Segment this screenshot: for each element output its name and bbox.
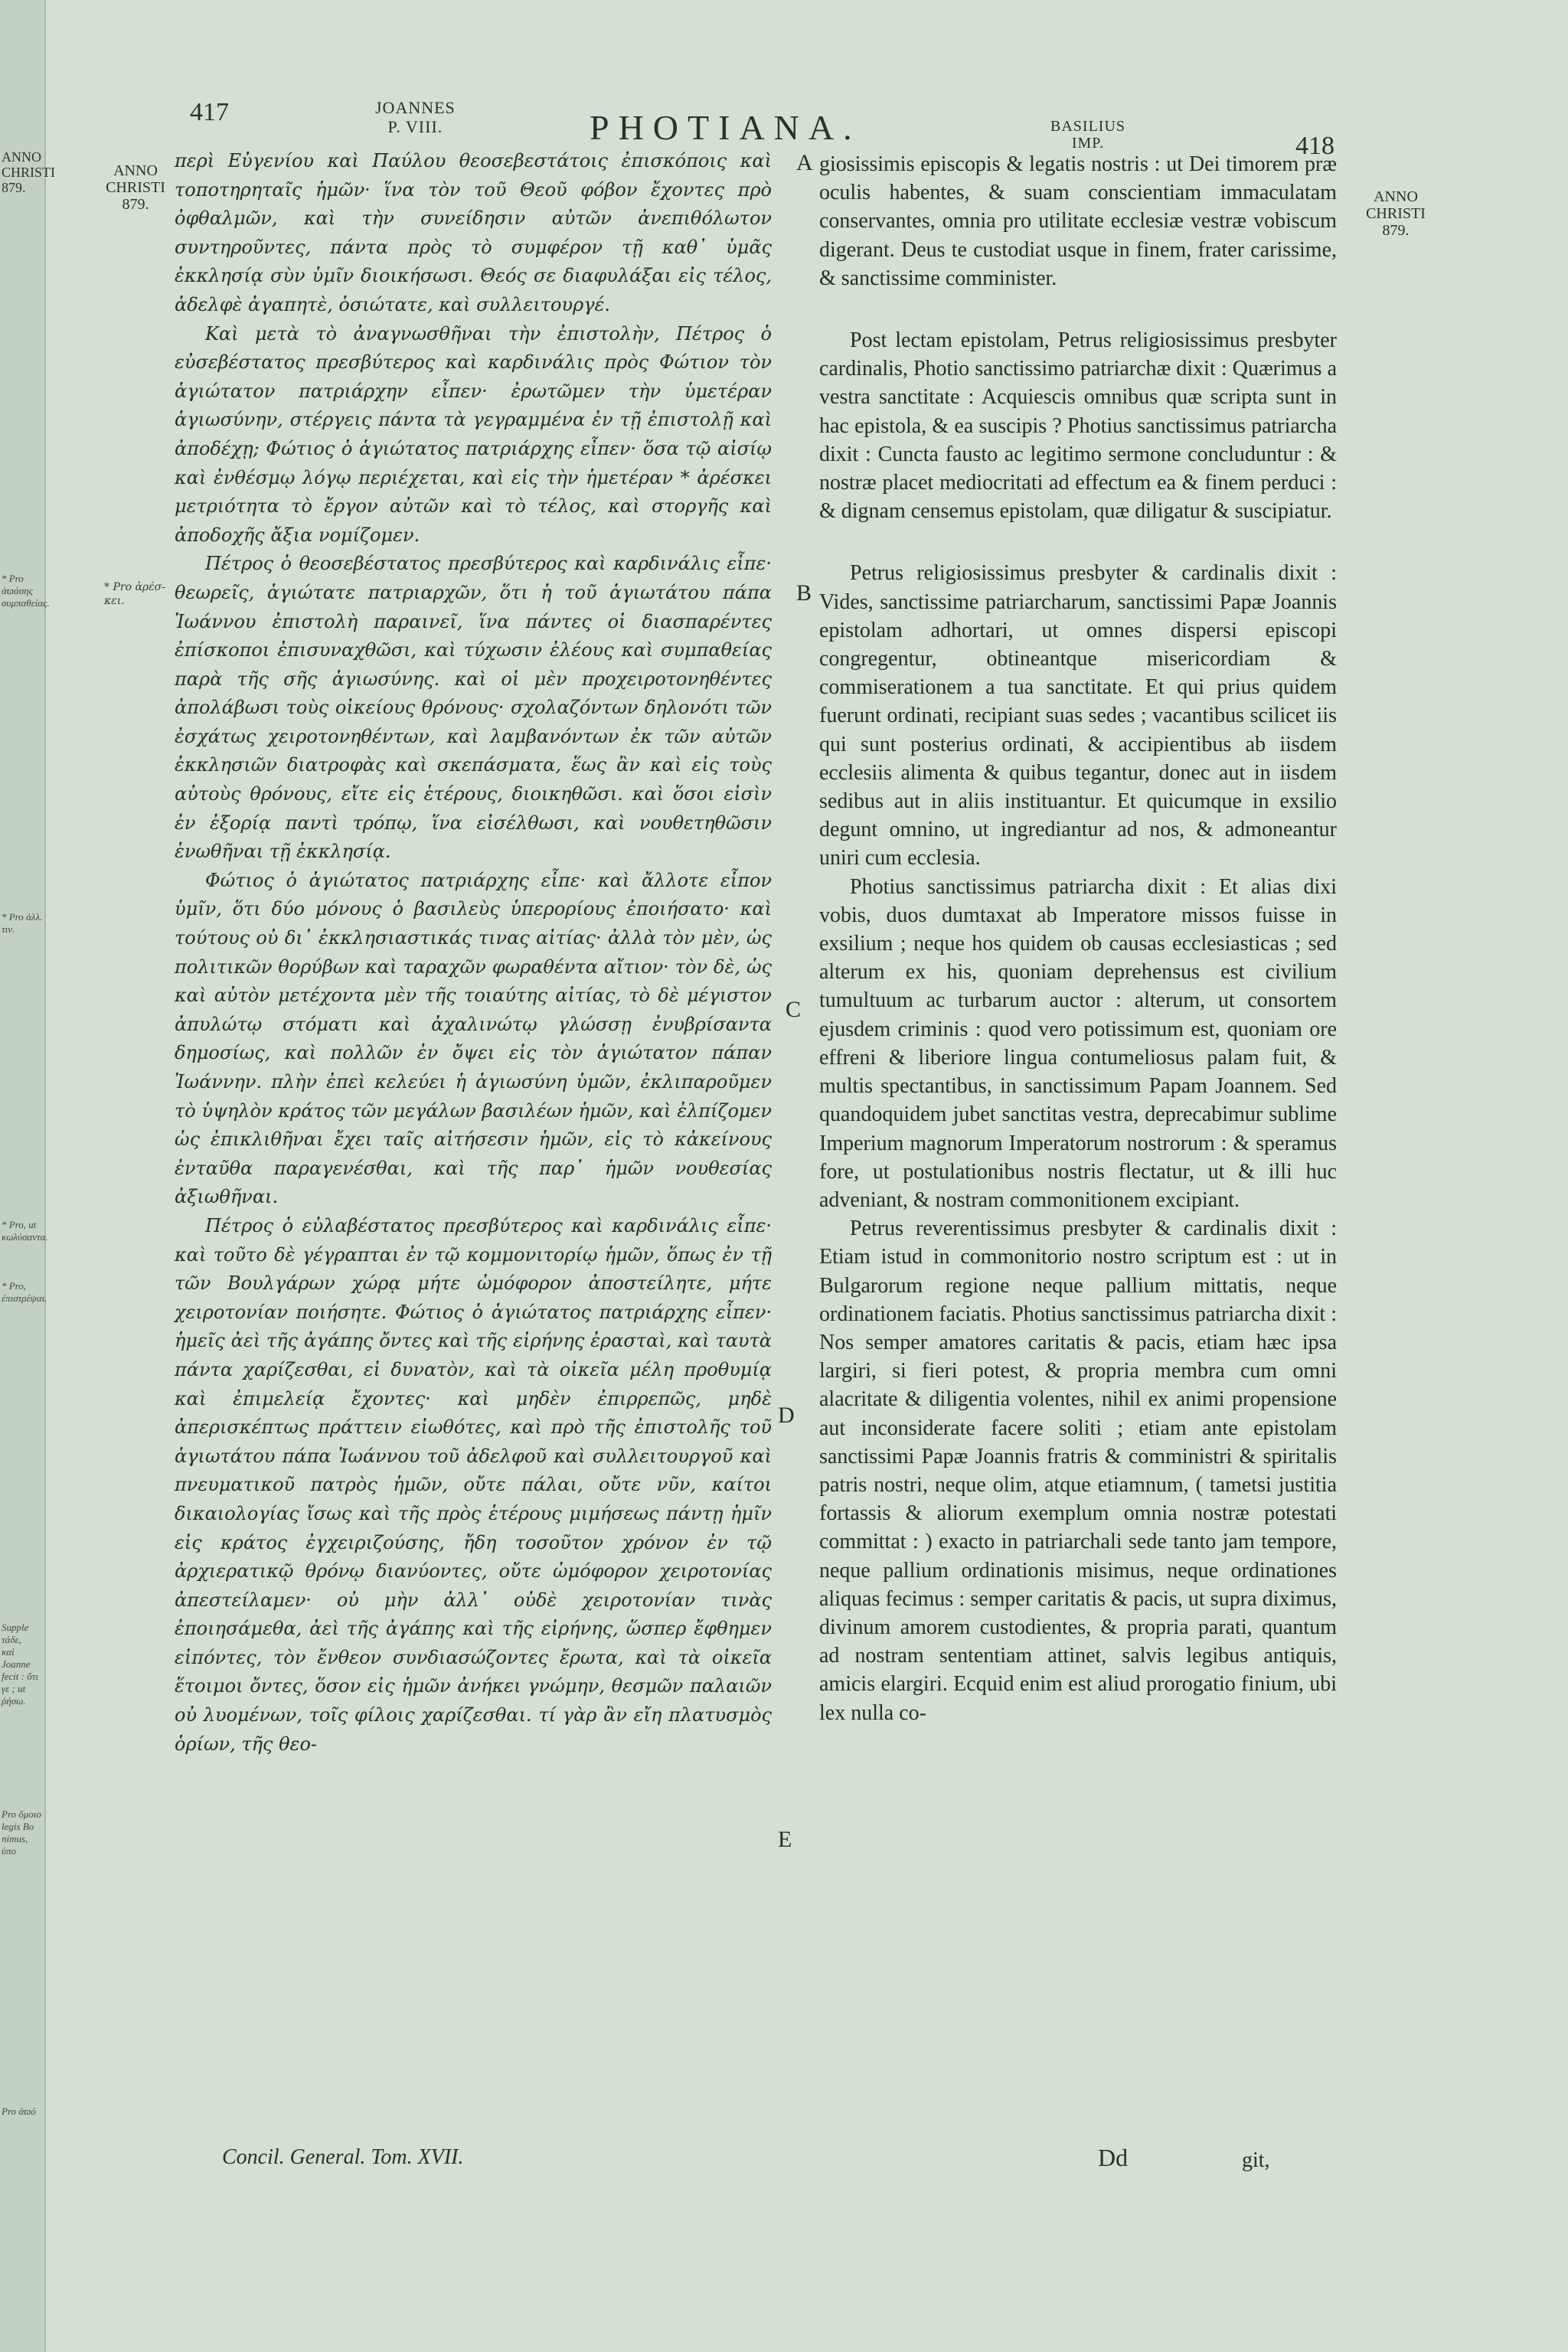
strip-note: Pro ὅμοιο legis Bo nimus, ὑπο bbox=[2, 1808, 41, 1857]
catchword: git, bbox=[1242, 2148, 1270, 2172]
section-letter: D bbox=[778, 1403, 795, 1428]
anno-christi-right: ANNO CHRISTI 879. bbox=[1366, 188, 1426, 239]
running-head-left: JOANNES P. VIII. bbox=[375, 98, 456, 136]
strip-note: Supple τάδε, καὶ Joanne fecit : ὅτι γε ; ut ῥήσω. bbox=[2, 1622, 38, 1707]
latin-paragraph: Petrus reverentissimus presbyter & cardinalis dixit : Etiam istud in commonitorio nostro scriptum est : ut in Bulgarorum regione neque pallium mittatis, neque ordinationem faciatis. Photius sanctissimus patriarcha dixit : Nos semper amatores caritatis & pacis, etiam hæc ipsa largiri, si fieri potest, & propria membra cum omni alacritate & diligentia volentes, nihil ex animi propensione aut inconsiderate facere soliti ; etiam ante epistolam sanctissimi Papæ Joannis fratris & comministri & spiritalis patris nostri, neque olim, atque etiamnum, ( tametsi justitia fortassis & aliorum exemplum omnia nostræ potestati committat : ) exacto in patriarchali sede tanto jam tempore, neque pallium ordinationis misimus, neque ordinationes aliquas fecimus : semper caritatis & pacis, ut supra diximus, divinum amorem custodientes, & propria parati, quantum ad nostram sententiam attinet, salvis legibus antiquis, amicis elargiri. Ecquid enim est aliud prorogatio finium, ubi lex nulla co- bbox=[819, 1217, 1337, 1725]
latin-paragraph: Petrus religiosissimus presbyter & cardinalis dixit : Vides, sanctissime patriarcharum, sanctissimi Papæ Joannis epistolam adhortari, ut omnes dispersi episcopi congregentur, obtineantque misericordiam & commiserationem a tua sanctitate. Et qui prius quidem fuerunt ordinati, recipiant suas sedes ; vacantibus scilicet iis qui sunt posterius ordinati, & accipientibus ab iisdem ecclesiis alimenta & quibus tegantur, donec aut in iisdem sedibus aut in aliis instituantur. Et quicumque in exsilio degunt omnino, ut ingrediantur ad nos, & admoneantur uniri cum ecclesia. bbox=[819, 561, 1337, 871]
greek-paragraph: Πέτρος ὁ θεοσεβέστατος πρεσβύτερος καὶ καρδινάλις εἶπε· θεωρεῖς, ἁγιώτατε πατριαρχῶν, ὅτι ἡ τοῦ ἁγιωτάτου πάπα Ἰωάννου ἐπιστολὴ παραινεῖ, ἵνα πάντες οἱ διασπαρέντες ἐπίσκοποι ἐπισυναχθῶσι, καὶ τύχωσιν ἐλέους καὶ συμπαθείας παρὰ τῆς σῆς ἁγιωσύνης. καὶ οἱ μὲν προχειροτονηθέντες ἀπολάβωσι τοὺς οἰκείους θρόνους· σχολαζόντων δηλονότι τῶν ἐσχάτως χειροτονηθέντων, καὶ λαμβανόντων ἐκ τῶν αὐτῶν ἐκκλησιῶν διατροφὰς καὶ σκεπάσματα, ἕως ἂν καὶ εἰς τοὺς αὐτοὺς θρόνους, εἴτε εἰς ἑτέρους, διοικηθῶσι. καὶ ὅσοι εἰσὶν ἐν ἐξορίᾳ παντὶ τρόπῳ, ἵνα εἰσέλθωσι, καὶ νουθετηθῶσιν ἑνωθῆναι τῇ ἐκκλησίᾳ. bbox=[175, 553, 772, 863]
strip-note: * Pro, ut κωλύσαντα. bbox=[2, 1219, 48, 1243]
footer-volume: Concil. General. Tom. XVII. bbox=[222, 2145, 464, 2169]
greek-paragraph: Πέτρος ὁ εὐλαβέστατος πρεσβύτερος καὶ καρδινάλις εἶπε· καὶ τοῦτο δὲ γέγραπται ἐν τῷ κομμονιτορίῳ ἡμῶν, ὅπως ἐν τῇ τῶν Βουλγάρων χώρᾳ μήτε ὠμόφορον ἀποστείλητε, μήτε χειροτονίαν ποιήσητε. Φώτιος ὁ ἁγιώτατος πατριάρχης εἶπεν· ἡμεῖς ἀεὶ τῆς ἀγάπης ὄντες καὶ τῆς εἰρήνης ἐρασταὶ, καὶ ταυτὰ πάντα χαρίζεσθαι, εἰ δυνατὸν, καὶ τὰ οἰκεῖα μέλη προθυμίᾳ καὶ ἐπιμελείᾳ ἔχοντες· καὶ μηδὲν ἐπιρρεπῶς, μηδὲ ἀπερισκέπτως πράττειν εἰωθότες, καὶ πρὸ τῆς ἐπιστολῆς τοῦ ἁγιωτάτου πάπα Ἰωάννου τοῦ ἀδελφοῦ καὶ συλλειτουργοῦ καὶ πνευματικοῦ πατρὸς ἡμῶν, οὔτε πάλαι, οὔτε νῦν, καίτοι δικαιολογίας ἴσως καὶ τῆς πρὸς ἑτέρους μιμήσεως πάντῃ ἡμῖν εἰς κράτος ἐγχειριζούσης, ἤδη τοσοῦτον χρόνον ἐν τῷ ἀρχιερατικῷ θρόνῳ διανύοντες, οὔτε ὠμόφορον χειροτονίας ἀπεστείλαμεν· οὐ μὴν ἀλλ᾽ οὐδὲ χειροτονίαν τινὰς ἐποιησάμεθα, ἀεὶ τῆς ἀγάπης καὶ τῆς εἰρήνης, ὥσπερ ἔφθημεν εἰπόντες, τὸν ἔνθεον συνδιασώζοντες ἔρωτα, καὶ τὰ οἰκεῖα ἕτοιμοι ὄντες, ὅσον εἰς ἡμῶν ἀνήκει γνώμην, θεσμῶν παλαιῶν οὐ λυομένων, τοῖς φίλοις χαρίζεσθαι. τί γὰρ ἂν εἴη πλατυσμὸς ὁρίων, τῆς θεο- bbox=[175, 1214, 772, 1755]
greek-paragraph: Καὶ μετὰ τὸ ἀναγνωσθῆναι τὴν ἐπιστολὴν, Πέτρος ὁ εὐσεβέστατος πρεσβύτερος καὶ καρδινάλις πρὸς Φώτιον τὸν ἁγιώτατον πατριάρχην εἶπεν· ἐρωτῶμεν τὴν ὑμετέραν ἁγιωσύνην, στέργεις πάντα τὰ γεγραμμένα ἐν τῇ ἐπιστολῇ καὶ ἀποδέχῃ; Φώτιος ὁ ἁγιώτατος πατριάρχης εἶπεν· ὅσα τῷ αἰσίῳ καὶ ἐνθέσμῳ λόγῳ περιέχεται, καὶ εἰς τὴν ἡμετέραν * ἀρέσκει μετριότητα τὸ ἔργον αὐτῶν καὶ τὸ τέλος, καὶ στοργῆς καὶ ἀποδοχῆς ἄξια νομίζομεν. bbox=[175, 322, 772, 546]
latin-paragraph: giosissimis episcopis & legatis nostris : ut Dei timorem præ oculis habentes, & suam conscientiam immaculatam conservantes, omnia pro utilitate ecclesiæ vestræ vobiscum digerant. Deus te custodiat usque in finem, frater carissime, & sanctissime comminister. bbox=[819, 152, 1337, 290]
footnote-marker-note: * Pro ἀρέσ- κει. bbox=[104, 581, 165, 607]
latin-paragraph: Photius sanctissimus patriarcha dixit : Et alias dixi vobis, duos dumtaxat ab Imperatore missos fuisse in exsilium ; neque hos quidem ob causas ecclesiasticas ; sed alterum ex his, quoniam deprehensus est civilium tumultuum ac turbarum auctor : alterum, ut consortem ejusdem criminis : quod vero potissimum est, quoniam ore effreni & liberiore lingua contumeliosus palam fuit, & multis spectantibus, in sanctissimum Papam Joannem. Sed quandoquidem jubet sanctitas vestra, deprecabimur sublime Imperium magnorum Imperatorum nostrorum : & speramus fore, ut postulationibus nostris flectatur, ut & illi huc adveniant, & nostram commonitionem excipiant. bbox=[819, 874, 1337, 1212]
running-head-right: BASILIUS IMP. bbox=[1050, 118, 1126, 152]
section-letter: B bbox=[796, 580, 812, 606]
latin-column bbox=[819, 150, 1337, 1727]
signature-mark: Dd bbox=[1098, 2144, 1129, 2171]
greek-column bbox=[175, 147, 772, 1759]
previous-page-edge bbox=[0, 0, 56, 2352]
strip-note: Pro ἀϖό bbox=[2, 2105, 36, 2117]
anno-christi-left: ANNO CHRISTI 879. bbox=[106, 162, 165, 213]
strip-note: * Pro ἀλλ. τιν. bbox=[2, 911, 43, 935]
section-letter: A bbox=[796, 150, 813, 175]
greek-paragraph: περὶ Εὐγενίου καὶ Παύλου θεοσεβεστάτοις ἐπισκόποις καὶ τοποτηρηταῖς ἡμῶν· ἵνα τὸν τοῦ Θεοῦ φόβον ἔχοντες πρὸ ὀφθαλμῶν, καὶ τὴν συνείδησιν αὐτῶν ἀνεπιθόλωτον συντηροῦντες, πάντα πρὸς τὸ συμφέρον τῇ καθ᾽ ὑμᾶς ἐκκλησίᾳ σὺν ὑμῖν διοικήσωσι. Θεός σε διαφυλάξαι εἰς τέλος, ἀδελφὲ ἀγαπητὲ, ὁσιώτατε, καὶ συλλειτουργέ. bbox=[175, 150, 772, 315]
page-number-right: 418 bbox=[1295, 132, 1334, 160]
page-title: PHOTIANA. bbox=[590, 108, 861, 147]
strip-anno-christi: ANNO CHRISTI 879. bbox=[2, 149, 56, 195]
section-letter: E bbox=[778, 1827, 792, 1852]
strip-note: * Pro ἀϖάσης συμπαθείας. bbox=[2, 573, 50, 609]
greek-paragraph: Φώτιος ὁ ἁγιώτατος πατριάρχης εἶπε· καὶ ἄλλοτε εἶπον ὑμῖν, ὅτι δύο μόνους ὁ βασιλεὺς ὑπερορίους ἐποιήσατο· καὶ τούτους οὐ δι᾽ ἐκκλησιαστικάς τινας αἰτίας· ἀλλὰ τὸν μὲν, ὡς πολιτικῶν θορύβων καὶ ταραχῶν φωραθέντα αἴτιον· τὸν δὲ, ὡς καὶ αὐτὸν μετέχοντα μὲν τῆς τοιαύτης αἰτίας, τὸ δὲ μέγιστον ἀπυλώτῳ στόματι καὶ ἀχαλινώτῳ γλώσσῃ ἐνυβρίσαντα δημοσίως, καὶ πολλῶν ἐν ὄψει εἰς τὸν ἁγιώτατον πάπαν Ἰωάννην. πλὴν ἐπεὶ κελεύει ἡ ἁγιωσύνη ὑμῶν, ἐκλιπαροῦμεν τὸ ὑψηλὸν κράτος τῶν μεγάλων βασιλέων ἡμῶν, καὶ ἐλπίζομεν ὡς ἐπικλιθῆναι ἔχει ταῖς αἰτήσεσιν ἡμῶν, εἰς τὸ κἀκείνους ἐνταῦθα παραγενέσθαι, καὶ τῆς παρ᾽ ἡμῶν νουθεσίας ἀξιωθῆναι. bbox=[175, 869, 772, 1208]
page-number-left: 417 bbox=[190, 98, 229, 126]
section-letter: C bbox=[786, 997, 802, 1022]
strip-note: * Pro, ἐπιστρέψαι. bbox=[2, 1280, 47, 1304]
latin-paragraph: Post lectam epistolam, Petrus religiosissimus presbyter cardinalis, Photio sanctissimo patriarchæ dixit : Quærimus a vestra sanctitate : Acquiescis omnibus quæ scripta sunt in hac epistola, & ea suscipis ? Photius sanctissimus patriarcha dixit : Cuncta fausto ac legitimo sermone concluduntur : & nostræ placet mediocritati ad effectum ea & finem perduci : & dignam censemus epistolam, quæ diligatur & suscipiatur. bbox=[819, 328, 1337, 524]
